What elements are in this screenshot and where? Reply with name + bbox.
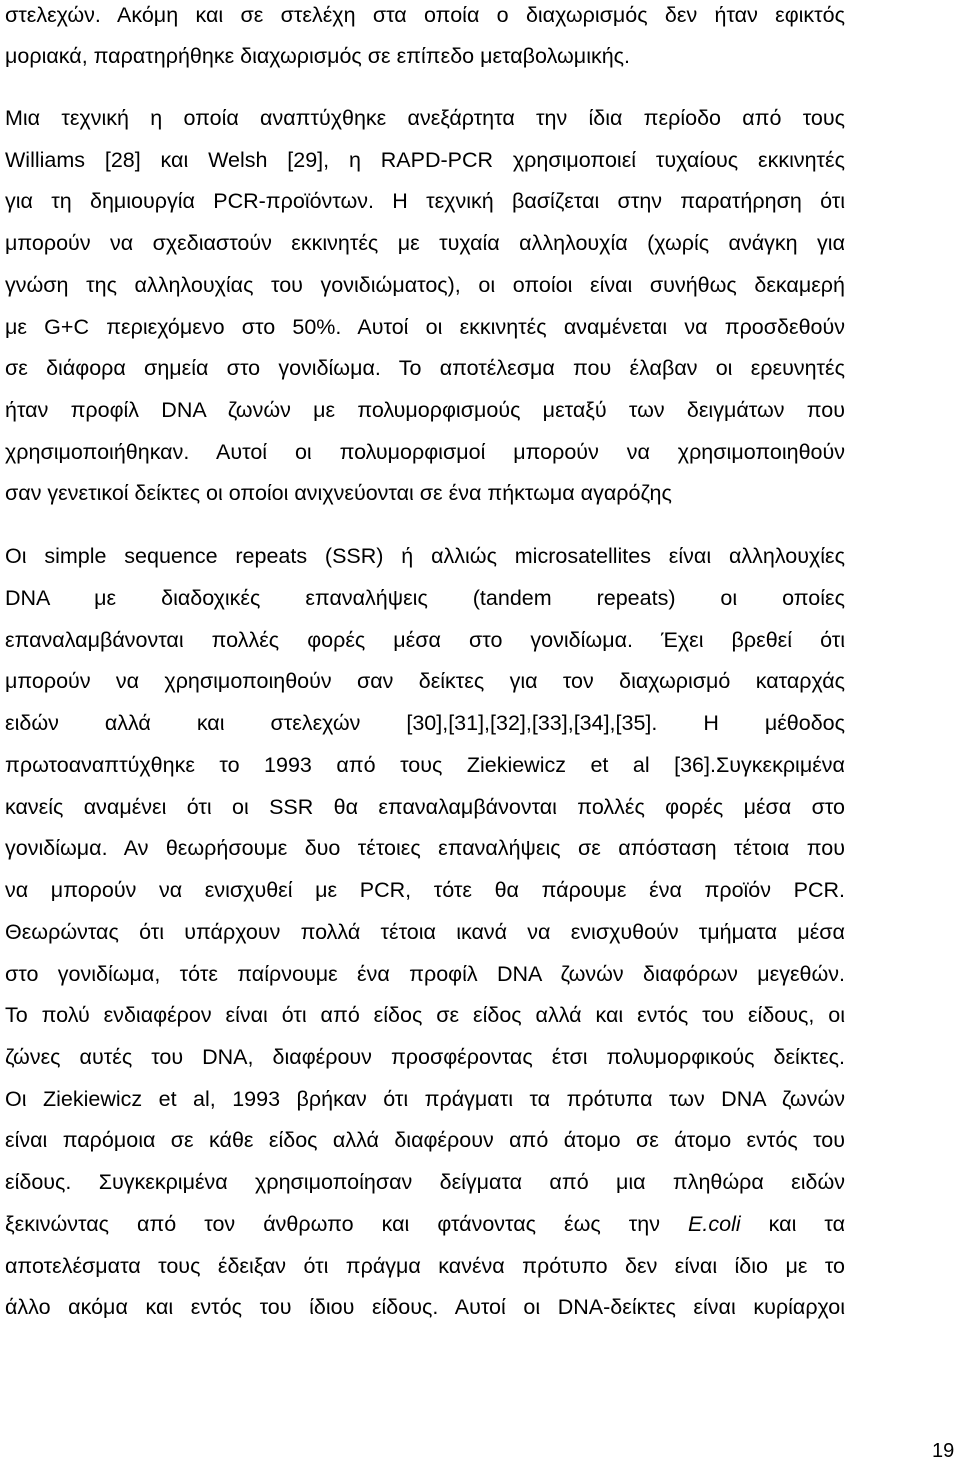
text-line: χρησιμοποιήθηκαν. Αυτοί οι πολυμορφισμοί μπορούν να χρησιμοποιηθούν (5, 440, 845, 464)
text-line: κανείς αναμένει ότι οι SSR θα επαναλαμβάνονται πολλές φορές μέσα στο (5, 795, 845, 819)
text-line: ήταν προφίλ DNA ζωνών με πολυμορφισμούς μεταξύ των δειγμάτων που (5, 398, 845, 422)
text-line: DNA με διαδοχικές επαναλήψεις (tandem repeats) οι οποίες (5, 586, 845, 610)
text-line: για τη δημιουργία PCR-προϊόντων. Η τεχνική βασίζεται στην παρατήρηση ότι (5, 189, 845, 213)
text-line: ζώνες αυτές του DNA, διαφέρουν προσφέροντας έτσι πολυμορφικούς δείκτες. (5, 1045, 845, 1069)
text-line: στελεχών. Ακόμη και σε στελέχη στα οποία ο διαχωρισμός δεν ήταν εφικτός (5, 3, 845, 27)
text-line: Το πολύ ενδιαφέρον είναι ότι από είδος σε είδος αλλά και εντός του είδους, οι (5, 1003, 845, 1027)
text-line: με G+C περιεχόμενο στο 50%. Αυτοί οι εκκινητές αναμένεται να προσδεθούν (5, 315, 845, 339)
italic-term: E.coli (688, 1212, 741, 1236)
text-line: μπορούν να σχεδιαστούν εκκινητές με τυχαία αλληλουχία (χωρίς ανάγκη για (5, 231, 845, 255)
text-segment: και τα (740, 1212, 846, 1236)
text-line: Μια τεχνική η οποία αναπτύχθηκε ανεξάρτητα την ίδια περίοδο από τους (5, 106, 845, 130)
text-line: Οι simple sequence repeats (SSR) ή αλλιώς microsatellites είναι αλληλουχίες (5, 544, 845, 568)
text-line: μοριακά, παρατηρήθηκε διαχωρισμός σε επίπεδο μεταβολωμικής. (5, 44, 631, 68)
text-line: είναι παρόμοια σε κάθε είδος αλλά διαφέρουν από άτομο σε άτομο εντός του (5, 1128, 845, 1152)
text-line: αποτελέσματα τους έδειξαν ότι πράγμα κανένα πρότυπο δεν είναι ίδιο με το (5, 1254, 845, 1278)
text-line: σαν γενετικοί δείκτες οι οποίοι ανιχνεύονται σε ένα πήκτωμα αγαρόζης (5, 481, 672, 505)
text-line: σε διάφορα σημεία στο γονιδίωμα. Το αποτέλεσμα που έλαβαν οι ερευνητές (5, 356, 845, 380)
text-line: Θεωρώντας ότι υπάρχουν πολλά τέτοια ικανά να ενισχυθούν τμήματα μέσα (5, 920, 845, 944)
text-line: γνώση της αλληλουχίας του γονιδιώματος), οι οποίοι είναι συνήθως δεκαμερή (5, 273, 845, 297)
text-line: επαναλαμβάνονται πολλές φορές μέσα στο γονιδίωμα. Έχει βρεθεί ότι (5, 628, 845, 652)
page-number: 19 (932, 1440, 955, 1462)
text-line: άλλο ακόμα και εντός του ίδιου είδους. Αυτοί οι DNA-δείκτες είναι κυρίαρχοι (5, 1295, 845, 1319)
text-segment: ξεκινώντας από τον άνθρωπο και φτάνοντας έως την (5, 1212, 689, 1236)
text-line: στο γονιδίωμα, τότε παίρνουμε ένα προφίλ DNA ζωνών διαφόρων μεγεθών. (5, 962, 845, 986)
text-line: μπορούν να χρησιμοποιηθούν σαν δείκτες για τον διαχωρισμό καταρχάς (5, 669, 845, 693)
text-line: να μπορούν να ενισχυθεί με PCR, τότε θα πάρουμε ένα προϊόν PCR. (5, 878, 845, 902)
text-line: πρωτοαναπτύχθηκε το 1993 από τους Ziekiewicz et al [36].Συγκεκριμένα (5, 753, 845, 777)
text-line: είδους. Συγκεκριμένα χρησιμοποίησαν δείγματα από μια πληθώρα ειδών (5, 1170, 845, 1194)
text-line: Οι Ziekiewicz et al, 1993 βρήκαν ότι πράγματι τα πρότυπα των DNA ζωνών (5, 1087, 845, 1111)
text-line: ειδών αλλά και στελεχών [30],[31],[32],[33],[34],[35]. Η μέθοδος (5, 711, 845, 735)
text-line: γονιδίωμα. Αν θεωρήσουμε δυο τέτοιες επαναλήψεις σε απόσταση τέτοια που (5, 836, 845, 860)
text-line-with-italic (5, 1210, 845, 1238)
text-line: Williams [28] και Welsh [29], η RAPD-PCR χρησιμοποιεί τυχαίους εκκινητές (5, 148, 845, 172)
